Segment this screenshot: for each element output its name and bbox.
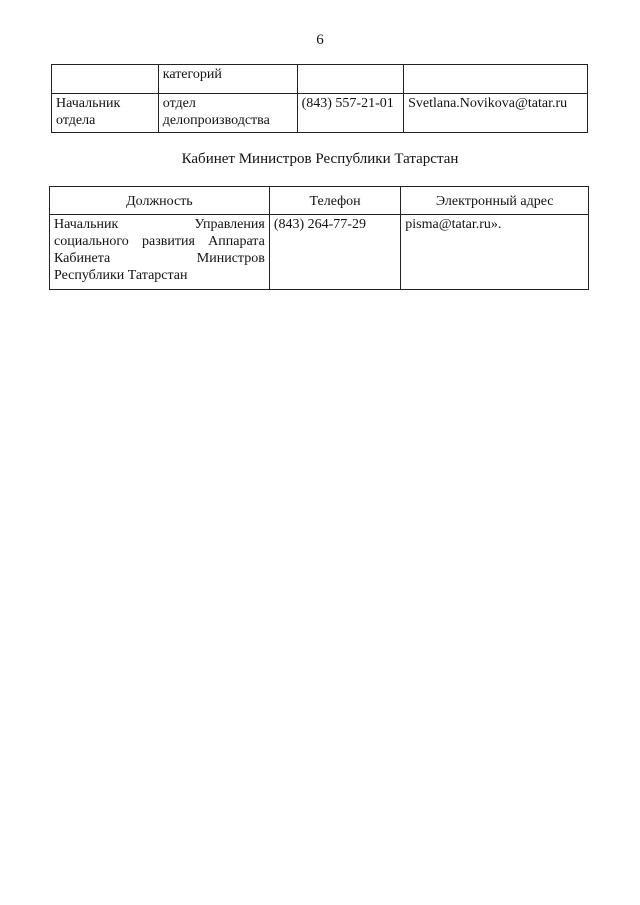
position-line: отдела bbox=[56, 113, 96, 128]
section-heading: Кабинет Министров Республики Татарстан bbox=[181, 151, 459, 167]
table-row bbox=[52, 65, 588, 94]
position-cell bbox=[52, 65, 159, 94]
phone-cell: (843) 264-77-29 bbox=[269, 215, 400, 290]
contacts-table-continued bbox=[51, 64, 588, 133]
column-header-position: Должность bbox=[50, 187, 270, 215]
email-cell: Svetlana.Novikova@tatar.ru bbox=[404, 94, 588, 133]
table-header-row bbox=[50, 187, 589, 215]
position-line: Кабинета Министров bbox=[54, 251, 265, 266]
department-cell bbox=[158, 94, 297, 133]
position-line: Начальник bbox=[56, 96, 121, 111]
department-cell: категорий bbox=[158, 65, 297, 94]
phone-cell: (843) 557-21-01 bbox=[297, 94, 404, 133]
table-row bbox=[52, 94, 588, 133]
page-number: 6 bbox=[316, 32, 324, 48]
position-line: Республики Татарстан bbox=[54, 268, 188, 283]
column-header-phone: Телефон bbox=[269, 187, 400, 215]
email-cell: pisma@tatar.ru». bbox=[401, 215, 589, 290]
position-cell bbox=[50, 215, 270, 290]
phone-cell bbox=[297, 65, 404, 94]
department-line: отдел bbox=[162, 96, 196, 111]
position-line: Начальник Управления bbox=[54, 217, 265, 232]
column-header-email: Электронный адрес bbox=[401, 187, 589, 215]
department-line: делопроизводства bbox=[162, 113, 270, 128]
table-row bbox=[50, 215, 589, 290]
contacts-table bbox=[49, 186, 589, 290]
position-cell bbox=[52, 94, 159, 133]
position-line: социального развития Аппарата bbox=[54, 234, 265, 249]
email-cell bbox=[404, 65, 588, 94]
